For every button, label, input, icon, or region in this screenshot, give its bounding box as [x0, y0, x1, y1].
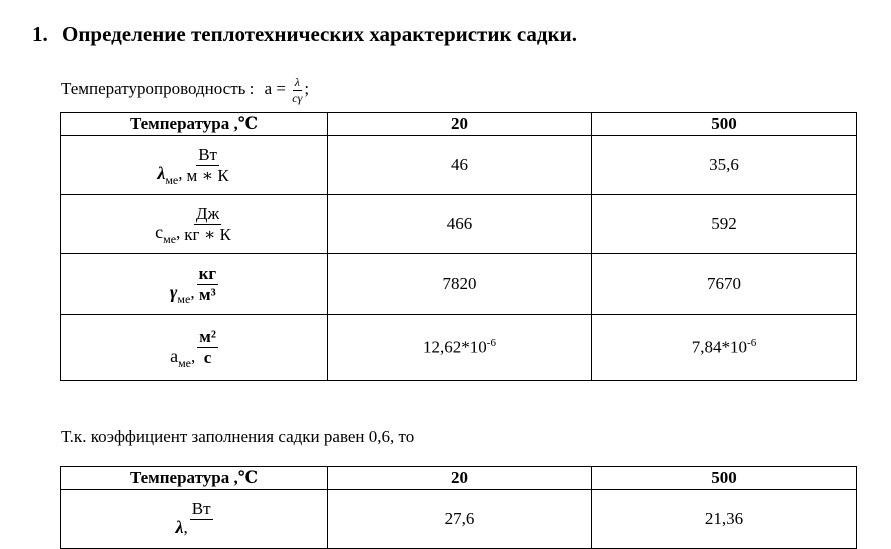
- unit-fraction: [190, 500, 213, 539]
- header-temperature: Температура ,℃: [61, 113, 328, 136]
- formula-numerator: λ: [294, 75, 300, 89]
- table-row: [61, 490, 857, 549]
- symbol-subscript: ме: [178, 355, 191, 370]
- unit-numerator: Дж: [195, 203, 220, 223]
- section-heading: [32, 22, 577, 47]
- symbol-subscript: ме: [165, 173, 179, 188]
- unit-numerator: Вт: [198, 144, 217, 164]
- fill-factor-note: Т.к. коэффициент заполнения садки равен 0,6, то: [61, 427, 415, 446]
- formula-tail: ;: [304, 79, 310, 98]
- value-exponent: -6: [747, 337, 757, 350]
- cell-value: 35,6: [592, 136, 857, 195]
- formula-variable: a =: [264, 79, 287, 98]
- cell-value: 46: [328, 136, 592, 195]
- symbol-a: a: [170, 345, 179, 366]
- symbol-subscript: ме: [177, 292, 191, 307]
- unit-denominator: с: [203, 348, 212, 367]
- value-base: 7,84*10: [691, 337, 748, 357]
- diffusivity-label: Температуропроводность :: [61, 79, 255, 98]
- cell-value: 592: [592, 195, 857, 254]
- value-base: 12,62*10: [423, 337, 487, 357]
- row-label-c: c ме , $\frac{Дж}{кг ∗ К}$: [61, 195, 328, 254]
- unit-numerator: кг: [198, 263, 217, 283]
- adjusted-properties-table: [60, 466, 857, 549]
- header-20: 20: [328, 467, 592, 490]
- table-row: [61, 195, 857, 254]
- unit-fraction: [182, 205, 233, 244]
- row-label-lambda: λ , Вт: [61, 490, 328, 549]
- unit-denominator: кг ∗ К: [184, 224, 231, 244]
- formula-denominator: cγ: [292, 90, 303, 105]
- diffusivity-formula: [61, 76, 309, 104]
- symbol-c: c: [155, 222, 164, 243]
- value-exponent: -6: [486, 337, 496, 350]
- table-row: [61, 315, 857, 381]
- symbol-gamma: γ: [169, 282, 178, 303]
- unit-numerator: м²: [199, 327, 216, 347]
- unit-numerator: Вт: [191, 498, 211, 518]
- table-row: [61, 136, 857, 195]
- unit-denominator: м ∗ К: [186, 165, 229, 185]
- row-label-lambda: λ ме , $\frac{Вт}{м ∗ К}$: [61, 136, 328, 195]
- formula-fraction: [290, 76, 304, 104]
- symbol-lambda: λ: [175, 517, 184, 538]
- cell-value: 21,36: [592, 490, 857, 549]
- cell-value: [328, 315, 592, 381]
- symbol-lambda: λ: [157, 163, 166, 184]
- cell-value: [592, 315, 857, 381]
- cell-value: 7820: [328, 254, 592, 315]
- table-row: [61, 254, 857, 315]
- properties-table: [60, 112, 857, 381]
- unit-fraction: [185, 146, 231, 185]
- unit-fraction: [197, 265, 219, 304]
- cell-value: 466: [328, 195, 592, 254]
- header-500: 500: [592, 113, 857, 136]
- unit-denominator: м³: [198, 284, 216, 304]
- header-20: 20: [328, 113, 592, 136]
- header-temperature: Температура ,℃: [61, 467, 328, 490]
- section-title: Определение теплотехнических характеристик садки.: [62, 22, 577, 46]
- cell-value: 7670: [592, 254, 857, 315]
- header-500: 500: [592, 467, 857, 490]
- unit-fraction: [197, 328, 218, 367]
- table-header-row: [61, 467, 857, 490]
- table-header-row: [61, 113, 857, 136]
- cell-value: 27,6: [328, 490, 592, 549]
- section-number: 1.: [32, 22, 48, 46]
- row-label-gamma: γ ме , $\frac{кг}{\text{м³}}$: [61, 254, 328, 315]
- row-label-a: a ме , $\frac{\text{м²}}{с}$: [61, 315, 328, 381]
- symbol-subscript: ме: [163, 232, 177, 247]
